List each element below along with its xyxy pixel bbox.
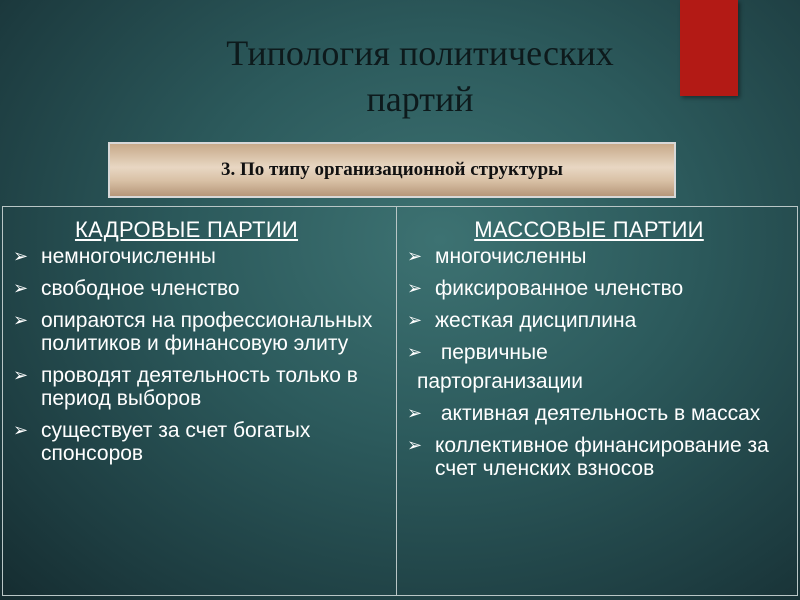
list-item-text: свободное членство	[41, 277, 240, 300]
slide-title-line1: Типология политических	[226, 33, 614, 73]
list-item	[13, 245, 390, 268]
list-item	[407, 309, 791, 332]
list-item	[407, 245, 791, 268]
checkmark-arrow-icon: ➢	[13, 278, 29, 298]
list-item	[407, 277, 791, 300]
list-item-text: опираются на профессиональных политиков и финансовую элиту	[41, 309, 373, 355]
checkmark-arrow-icon: ➢	[407, 342, 423, 362]
list-item	[407, 370, 791, 393]
slide-title-line2: партий	[366, 79, 474, 119]
list-item	[407, 402, 791, 425]
list-item	[13, 277, 390, 300]
list-item-text: фиксированное членство	[435, 277, 684, 300]
list-item-text: активная деятельность в массах	[435, 402, 761, 425]
list-item	[407, 341, 791, 364]
list-item-text: многочисленны	[435, 245, 587, 268]
list-item-text: проводят деятельность только в период выборов	[41, 364, 358, 410]
slide-title	[100, 30, 740, 122]
checkmark-arrow-icon: ➢	[13, 246, 29, 266]
list-item-text: парторганизации	[417, 370, 584, 393]
cadre-parties-heading: КАДРОВЫЕ ПАРТИИ	[74, 217, 299, 242]
list-item-text: жесткая дисциплина	[435, 309, 637, 332]
list-item-text: коллективное финансирование за счет членских взносов	[435, 434, 769, 480]
checkmark-arrow-icon: ➢	[13, 365, 29, 385]
list-item	[407, 434, 791, 480]
list-item-text: немногочисленны	[41, 245, 216, 268]
cadre-parties-column	[3, 207, 397, 595]
checkmark-arrow-icon: ➢	[407, 278, 423, 298]
checkmark-arrow-icon: ➢	[407, 435, 423, 455]
list-item-text: существует за счет богатых спонсоров	[41, 419, 311, 465]
checkmark-arrow-icon: ➢	[13, 420, 29, 440]
list-item	[13, 419, 390, 465]
checkmark-arrow-icon: ➢	[13, 310, 29, 330]
mass-parties-column	[397, 207, 797, 595]
mass-parties-list	[407, 245, 791, 480]
cadre-parties-list	[13, 245, 390, 465]
checkmark-arrow-icon: ➢	[407, 403, 423, 423]
checkmark-arrow-icon: ➢	[407, 310, 423, 330]
checkmark-arrow-icon: ➢	[407, 246, 423, 266]
comparison-table	[2, 206, 798, 596]
list-item-text: первичные	[435, 341, 548, 364]
list-item	[13, 364, 390, 410]
mass-parties-heading: МАССОВЫЕ ПАРТИИ	[474, 217, 704, 242]
subtitle-box: 3. По типу организационной структуры	[108, 142, 676, 198]
list-item	[13, 309, 390, 355]
